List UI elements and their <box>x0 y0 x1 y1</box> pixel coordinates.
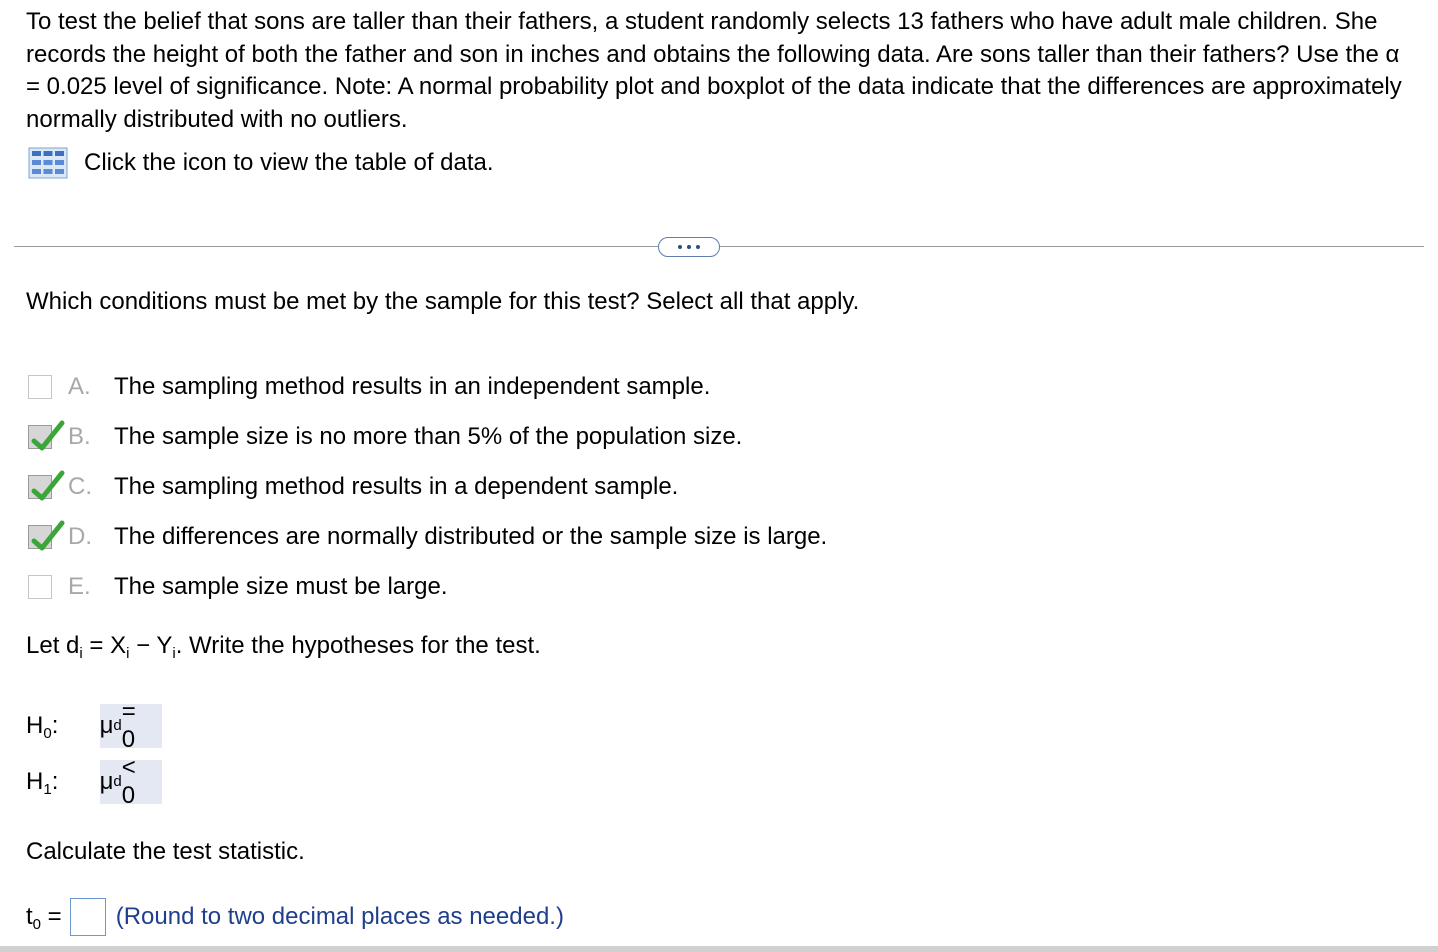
h0-label: $H_0$: <box>26 712 59 742</box>
h1-value[interactable]: μ d < 0 <box>100 760 162 804</box>
option-c[interactable] <box>26 462 827 512</box>
option-e[interactable] <box>26 562 827 612</box>
null-hypothesis <box>26 698 162 753</box>
rounding-hint: (Round to two decimal places as needed.) <box>115 903 564 930</box>
option-text: The differences are normally distributed or the sample size is large. <box>114 523 828 550</box>
option-a[interactable] <box>26 362 827 412</box>
alt-hypothesis <box>26 754 162 809</box>
option-letter: C. <box>68 473 92 500</box>
checkbox-a[interactable] <box>26 369 62 405</box>
option-text: The sampling method results in an independent sample. <box>114 373 711 400</box>
bottom-scrollbar[interactable] <box>0 946 1438 952</box>
checkmark-icon <box>26 519 70 555</box>
t0-input[interactable] <box>70 898 106 936</box>
option-letter: A. <box>68 373 91 400</box>
checkmark-icon <box>26 419 70 455</box>
option-text: The sampling method results in a dependent sample. <box>114 473 679 500</box>
subscript: i <box>79 645 83 662</box>
dot-icon <box>687 245 691 249</box>
subscript: i <box>172 645 176 662</box>
statistic-answer-row <box>26 898 564 936</box>
checkbox-d[interactable] <box>26 519 62 555</box>
expand-more-button[interactable] <box>658 237 720 257</box>
checkbox-c[interactable] <box>26 469 62 505</box>
hypotheses-prompt <box>26 632 541 660</box>
checkmark-icon <box>26 469 70 505</box>
option-text: The sample size must be large. <box>114 573 448 600</box>
checkbox-b[interactable] <box>26 419 62 455</box>
dot-icon <box>678 245 682 249</box>
prompt-part: − Y <box>129 632 173 659</box>
option-text: The sample size is no more than 5% of the population size. <box>114 423 743 450</box>
prompt-part: . Write the hypotheses for the test. <box>175 632 541 659</box>
h1-label: $H_1$: <box>26 768 59 798</box>
option-letter: D. <box>68 523 92 550</box>
prompt-part: = X <box>82 632 127 659</box>
table-grid-icon[interactable] <box>28 147 68 179</box>
view-data-text: Click the icon to view the table of data. <box>84 149 494 176</box>
question-text: Which conditions must be met by the sample for this test? Select all that apply. <box>26 288 860 315</box>
option-d[interactable] <box>26 512 827 562</box>
dot-icon <box>696 245 700 249</box>
option-letter: B. <box>68 423 91 450</box>
t0-label: $t_0$ = <box>26 903 62 933</box>
view-data-link[interactable] <box>28 146 494 180</box>
hypotheses-block <box>26 698 162 811</box>
prompt-part: Let d <box>26 632 80 659</box>
problem-statement: To test the belief that sons are taller than their fathers, a student randomly selects 13 fathers who have adult male children. She records the height of both the father and son in inches and obtains the following data. Are sons taller than their fathers? Use the α = 0.025 level of significance. Note: A normal probability plot and boxplot of the data indicate that the differences are approximately normally distributed with no outliers. <box>26 8 1402 133</box>
options-list <box>26 362 827 612</box>
checkbox-e[interactable] <box>26 569 62 605</box>
option-b[interactable] <box>26 412 827 462</box>
subscript: i <box>126 645 130 662</box>
option-letter: E. <box>68 573 91 600</box>
statistic-prompt: Calculate the test statistic. <box>26 838 305 865</box>
h0-value[interactable]: μ d = 0 <box>100 704 162 748</box>
